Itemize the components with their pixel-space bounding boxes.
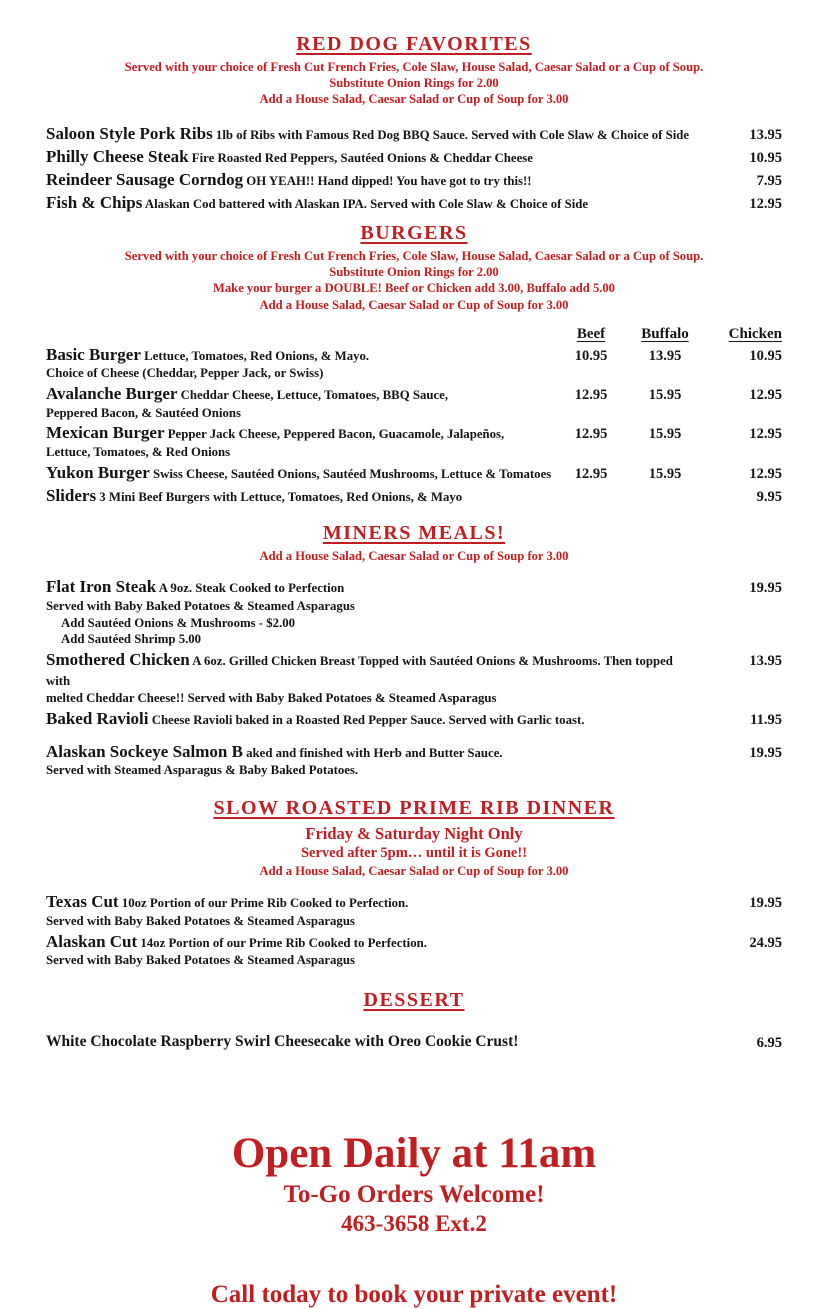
menu-item-heading: [46, 932, 690, 953]
menu-item-row: [46, 384, 782, 421]
menu-item-description: Lettuce, Tomatoes, Red Onions, & Mayo.: [140, 348, 370, 363]
item-price: 15.95: [648, 426, 682, 443]
menu-item-row: [46, 193, 782, 214]
menu-item-row: [46, 345, 782, 382]
item-price: 15.95: [648, 465, 682, 482]
item-price: 10.95: [574, 347, 608, 364]
menu-item-main: [46, 384, 554, 421]
section-burgers: [46, 222, 782, 506]
item-price: 11.95: [750, 711, 782, 728]
menu-item-heading: [46, 486, 554, 507]
menu-item-main: [46, 124, 690, 145]
menu-item-description-line2: melted Cheddar Cheese!! Served with Baby Baked Potatoes & Steamed Asparagus: [46, 691, 497, 706]
menu-item-name: Yukon Burger: [46, 462, 150, 482]
item-price: 10.95: [749, 347, 782, 364]
menu-item-main: [46, 577, 690, 648]
menu-item-description: OH YEAH!! Hand dipped! You have got to try this!!: [243, 173, 532, 188]
menu-item-name: Basic Burger: [46, 344, 141, 364]
menu-item-description-line2: Served with Baby Baked Potatoes & Steamed Asparagus: [46, 914, 355, 929]
menu-item-row: [46, 423, 782, 460]
column-label-chicken: Chicken: [728, 325, 782, 342]
section-title-dessert: DESSERT: [363, 989, 465, 1012]
menu-item-description: 3 Mini Beef Burgers with Lettuce, Tomatoes, Red Onions, & Mayo: [96, 489, 463, 504]
menu-item-heading: [46, 650, 690, 690]
item-price: 10.95: [749, 150, 782, 167]
menu-item-heading: [46, 124, 690, 145]
section-items-prime-rib: [46, 892, 782, 969]
menu-item-heading: [46, 345, 554, 366]
menu-item-heading: [46, 1032, 690, 1052]
menu-item-description-line2: Served with Baby Baked Potatoes & Steamed Asparagus: [46, 953, 355, 968]
item-price: 12.95: [749, 195, 782, 212]
menu-item-addon: Add Sautéed Shrimp 5.00: [61, 632, 202, 647]
menu-item-main: [46, 892, 690, 929]
menu-footer: [46, 1130, 782, 1309]
item-price: 12.95: [574, 387, 608, 404]
section-miners: [46, 522, 782, 779]
menu-item-main: [46, 742, 690, 779]
section-notes-burgers: [46, 248, 782, 312]
section-note: Substitute Onion Rings for 2.00: [329, 265, 499, 280]
section-note: Friday & Saturday Night Only: [305, 823, 523, 843]
menu-item-name: Fish & Chips: [46, 192, 143, 212]
section-items-dessert: [46, 1032, 782, 1052]
section-title-favorites: RED DOG FAVORITES: [296, 33, 532, 55]
section-note: Add a House Salad, Caesar Salad or Cup of Soup for 3.00: [259, 92, 569, 107]
item-price: 13.95: [749, 652, 782, 669]
menu-item-name: Alaskan Cut: [46, 931, 138, 951]
item-price: 12.95: [749, 465, 782, 482]
section-note: Add a House Salad, Caesar Salad or Cup of Soup for 3.00: [259, 549, 569, 564]
item-price: 19.95: [749, 744, 782, 761]
menu-item-row: [46, 650, 782, 707]
price-columns-header: [46, 326, 782, 343]
item-price: [628, 486, 702, 489]
section-notes-miners: [46, 548, 782, 564]
menu-item-addon: Add Sautéed Onions & Mushrooms - $2.00: [61, 615, 296, 630]
menu-item-name: Sliders: [46, 485, 97, 505]
section-prime-rib: [46, 797, 782, 969]
item-price: 12.95: [574, 426, 608, 443]
section-notes-favorites: [46, 59, 782, 107]
menu-item-description: 1lb of Ribs with Famous Red Dog BBQ Sauce. Served with Cole Slaw & Choice of Side: [212, 128, 690, 143]
price-columns-spacer: [46, 326, 554, 343]
menu-item-description: Pepper Jack Cheese, Peppered Bacon, Guacamole, Jalapeños,: [164, 427, 505, 442]
item-price: 19.95: [749, 580, 782, 597]
menu-item-name: Texas Cut: [46, 892, 119, 912]
item-price: 9.95: [756, 488, 782, 505]
menu-item-heading: [46, 742, 690, 763]
menu-item-row: [46, 932, 782, 969]
menu-item-heading: [46, 892, 690, 913]
section-note: Add a House Salad, Caesar Salad or Cup of Soup for 3.00: [259, 864, 569, 879]
menu-item-heading: [46, 577, 690, 598]
menu-item-name: Smothered Chicken: [46, 649, 190, 669]
section-title-miners: MINERS MEALS!: [322, 522, 506, 545]
item-price: 12.95: [749, 387, 782, 404]
menu-item-heading: [46, 384, 554, 405]
menu-item-name: White Chocolate Raspberry Swirl Cheesecake with Oreo Cookie Crust!: [46, 1033, 519, 1051]
section-title-prime-rib: SLOW ROASTED PRIME RIB DINNER: [213, 796, 615, 819]
menu-item-name: Avalanche Burger: [46, 384, 178, 404]
menu-item-description: A 6oz. Grilled Chicken Breast Topped with Sautéed Onions & Mushrooms. Then topped with: [46, 653, 673, 688]
menu-item-row: [46, 892, 782, 929]
menu-item-main: [46, 170, 690, 191]
section-title-burgers: BURGERS: [360, 222, 468, 245]
menu-item-row: [46, 486, 782, 507]
phone-number: 463-3658 Ext.2: [341, 1211, 487, 1237]
menu-item-main: [46, 486, 554, 507]
menu-item-description-line2: Lettuce, Tomatoes, & Red Onions: [46, 445, 231, 460]
menu-item-row: [46, 577, 782, 648]
menu-item-description-line2: Served with Steamed Asparagus & Baby Baked Potatoes.: [46, 763, 359, 778]
menu-item-description: Swiss Cheese, Sautéed Onions, Sautéed Mushrooms, Lettuce & Tomatoes: [149, 466, 552, 481]
menu-item-description: 14oz Portion of our Prime Rib Cooked to Perfection.: [137, 935, 427, 950]
togo-orders-text: To-Go Orders Welcome!: [283, 1181, 545, 1209]
section-dessert: [46, 989, 782, 1052]
menu-item-heading: [46, 193, 690, 214]
menu-item-row: [46, 463, 782, 484]
menu-item-row: [46, 1032, 782, 1052]
menu-item-description: A 9oz. Steak Cooked to Perfection: [156, 581, 345, 596]
menu-item-row: [46, 170, 782, 191]
item-price: 19.95: [749, 895, 782, 912]
menu-item-heading: [46, 463, 554, 484]
item-price: 7.95: [756, 172, 782, 189]
menu-item-name: Philly Cheese Steak: [46, 147, 189, 167]
item-price: 24.95: [749, 934, 782, 951]
section-note: Substitute Onion Rings for 2.00: [329, 76, 499, 91]
menu-item-main: [46, 345, 554, 382]
section-note: Served with your choice of Fresh Cut French Fries, Cole Slaw, House Salad, Caesar Salad or a Cup of Soup.: [124, 60, 704, 74]
menu-item-description: Fire Roasted Red Peppers, Sautéed Onions & Cheddar Cheese: [188, 151, 533, 166]
menu-item-heading: [46, 709, 690, 730]
menu-item-main: [46, 423, 554, 460]
menu-item-description: Cheddar Cheese, Lettuce, Tomatoes, BBQ Sauce,: [177, 388, 449, 403]
menu-item-description-line2: Served with Baby Baked Potatoes & Steamed Asparagus: [46, 599, 355, 614]
menu-item-main: [46, 650, 690, 707]
open-daily-text: Open Daily at 11am: [231, 1130, 597, 1178]
menu-item-main: [46, 932, 690, 969]
item-price: 13.95: [749, 127, 782, 144]
menu-item-main: [46, 147, 690, 168]
item-price: 13.95: [648, 347, 682, 364]
item-price: [554, 486, 628, 489]
item-price: 15.95: [648, 387, 682, 404]
section-items-favorites: [46, 124, 782, 213]
section-items-miners: [46, 577, 782, 779]
menu-item-description: 10oz Portion of our Prime Rib Cooked to Perfection.: [118, 896, 409, 911]
menu-item-main: [46, 193, 690, 214]
menu-item-description-line2: Choice of Cheese (Cheddar, Pepper Jack, or Swiss): [46, 366, 324, 381]
menu-item-heading: [46, 423, 554, 444]
menu-item-main: [46, 709, 690, 730]
menu-item-main: [46, 1032, 690, 1052]
item-price: 12.95: [574, 465, 608, 482]
menu-item-row: [46, 147, 782, 168]
item-price: 12.95: [749, 426, 782, 443]
menu-item-name: Flat Iron Steak: [46, 577, 157, 597]
section-note: Served after 5pm… until it is Gone!!: [300, 845, 528, 862]
menu-item-name: Saloon Style Pork Ribs: [46, 124, 213, 144]
menu-sections: [46, 33, 782, 1052]
section-notes-prime-rib: [46, 823, 782, 879]
menu-item-description: Alaskan Cod battered with Alaskan IPA. Served with Cole Slaw & Choice of Side: [142, 196, 589, 211]
menu-item-name: Mexican Burger: [46, 423, 165, 443]
column-label-buffalo: Buffalo: [641, 325, 689, 342]
menu-item-name: Baked Ravioli: [46, 708, 149, 728]
menu-item-name: Reindeer Sausage Corndog: [46, 169, 244, 189]
menu-item-row: [46, 124, 782, 145]
item-price: 6.95: [756, 1035, 782, 1052]
section-favorites: [46, 33, 782, 213]
menu-item-heading: [46, 170, 690, 191]
menu-item-main: [46, 463, 554, 484]
menu-item-heading: [46, 147, 690, 168]
column-label-beef: Beef: [576, 325, 606, 342]
menu-item-description-line2: Peppered Bacon, & Sautéed Onions: [46, 405, 241, 420]
section-note: Served with your choice of Fresh Cut French Fries, Cole Slaw, House Salad, Caesar Salad or a Cup of Soup.: [124, 249, 704, 264]
section-note: Add a House Salad, Caesar Salad or Cup of Soup for 3.00: [259, 297, 569, 312]
menu-item-description: Cheese Ravioli baked in a Roasted Red Pepper Sauce. Served with Garlic toast.: [148, 712, 585, 727]
menu-item-name: Alaskan Sockeye Salmon B: [46, 741, 243, 761]
section-items-burgers: [46, 345, 782, 507]
menu-item-row: [46, 709, 782, 730]
menu-item-description: aked and finished with Herb and Butter Sauce.: [242, 745, 503, 760]
private-event-cta: Call today to book your private event!: [210, 1281, 618, 1309]
section-note: Make your burger a DOUBLE! Beef or Chicken add 3.00, Buffalo add 5.00: [213, 281, 615, 296]
menu-item-row: [46, 742, 782, 779]
